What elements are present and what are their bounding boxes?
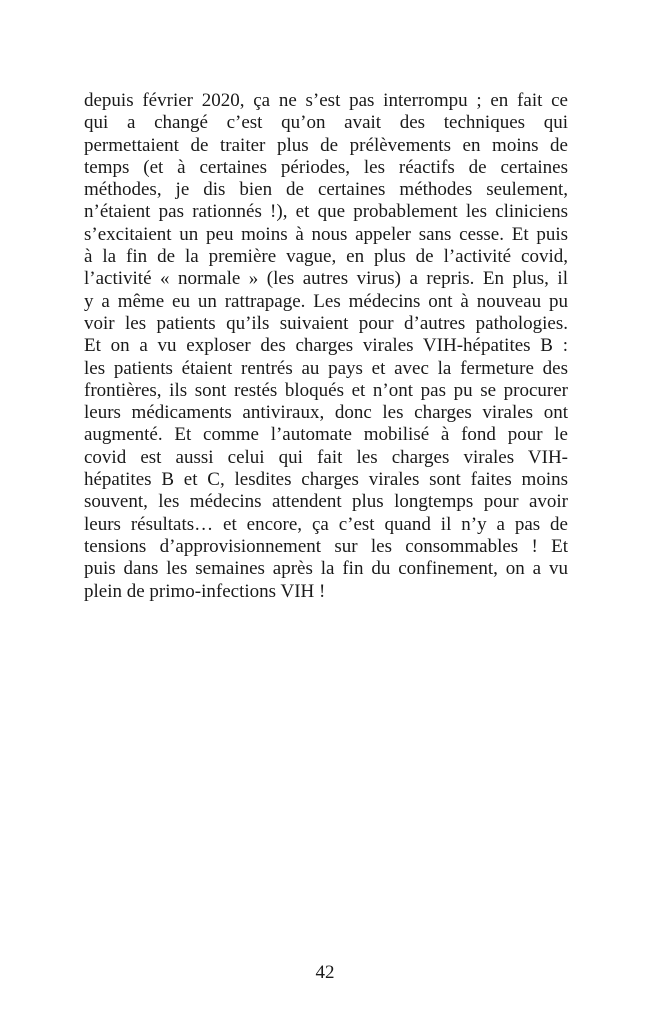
page-number: 42 bbox=[315, 962, 335, 983]
text-line: méthodes, je dis bien de certaines méthodes seulement, bbox=[84, 179, 568, 201]
text-line: puis dans les semaines après la fin du confinement, on a vu bbox=[84, 558, 568, 580]
text-line: covid est aussi celui qui fait les charges virales VIH- bbox=[84, 446, 568, 468]
text-line: y a même eu un rattrapage. Les médecins ont à nouveau pu bbox=[84, 290, 568, 312]
text-line: qui a changé c’est qu’on avait des techniques qui bbox=[84, 112, 568, 134]
text-line: plein de primo-infections VIH ! bbox=[84, 580, 326, 602]
text-line: l’activité « normale » (les autres virus) a repris. En plus, il bbox=[84, 268, 568, 290]
text-line: souvent, les médecins attendent plus longtemps pour avoir bbox=[84, 491, 568, 513]
text-line: tensions d’approvisionnement sur les consommables ! Et bbox=[84, 535, 568, 557]
text-line: s’excitaient un peu moins à nous appeler sans cesse. Et puis bbox=[84, 223, 568, 245]
text-line: depuis février 2020, ça ne s’est pas interrompu ; en fait ce bbox=[84, 90, 568, 111]
text-line: n’étaient pas rationnés !), et que probablement les cliniciens bbox=[84, 201, 568, 223]
text-line: les patients étaient rentrés au pays et avec la fermeture des bbox=[84, 357, 568, 379]
text-line: leurs résultats… et encore, ça c’est quand il n’y a pas de bbox=[84, 513, 568, 535]
text-line: augmenté. Et comme l’automate mobilisé à fond pour le bbox=[84, 424, 568, 446]
body-paragraph bbox=[84, 90, 568, 603]
text-line: à la fin de la première vague, en plus de l’activité covid, bbox=[84, 246, 568, 268]
text-line: temps (et à certaines périodes, les réactifs de certaines bbox=[84, 156, 568, 178]
text-line: hépatites B et C, lesdites charges virales sont faites moins bbox=[84, 469, 568, 491]
text-line: frontières, ils sont restés bloqués et n’ont pas pu se procurer bbox=[84, 379, 568, 401]
text-line: voir les patients qu’ils suivaient pour d’autres pathologies. bbox=[84, 312, 568, 334]
text-line: leurs médicaments antiviraux, donc les charges virales ont bbox=[84, 402, 568, 424]
text-line: Et on a vu exploser des charges virales VIH-hépatites B : bbox=[84, 335, 568, 357]
text-line: permettaient de traiter plus de prélèvements en moins de bbox=[84, 134, 568, 156]
